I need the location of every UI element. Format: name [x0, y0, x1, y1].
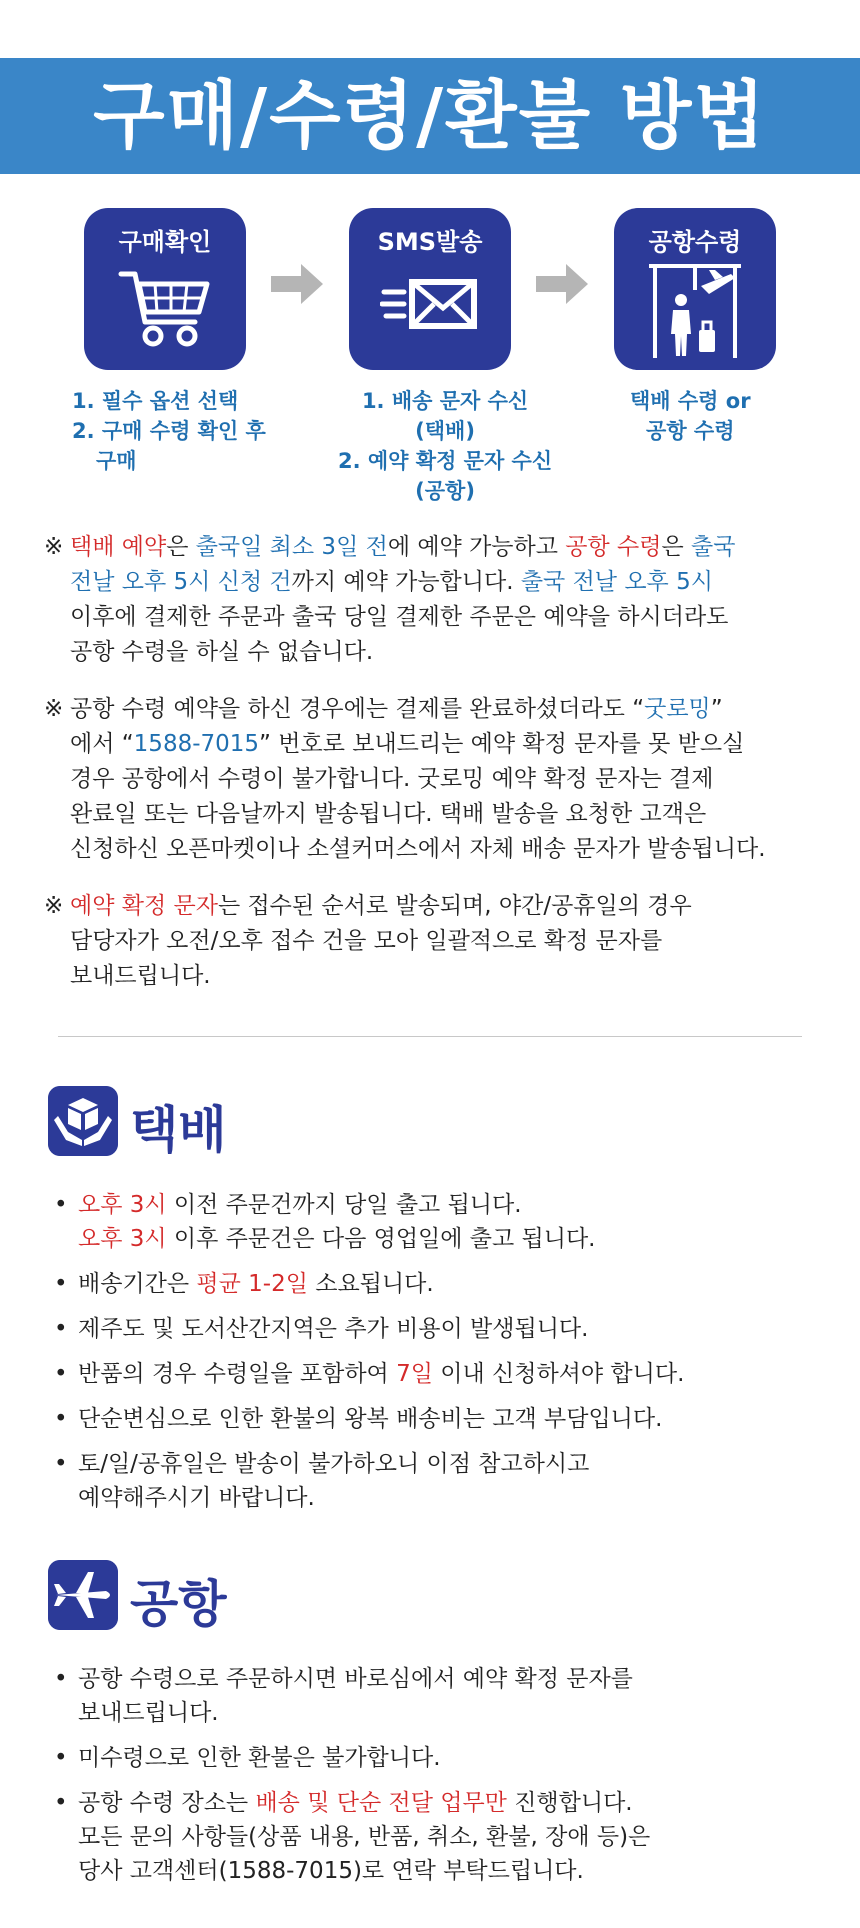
text-segment: ” [710, 696, 723, 722]
text-segment: 보내드립니다. [78, 1700, 219, 1726]
airport-title: 공항 [130, 1575, 227, 1633]
text-line [70, 924, 844, 959]
list-item [54, 1402, 844, 1436]
text-line [78, 1222, 844, 1256]
highlight-text: 오후 3시 [78, 1226, 167, 1252]
text-segment: 당사 고객센터(1588-7015)로 연락 부탁드립니다. [78, 1858, 584, 1884]
text-segment: 공항 수령으로 주문하시면 바로심에서 예약 확정 문자를 [78, 1666, 633, 1692]
text-segment: 이후 주문건은 다음 영업일에 출고 됩니다. [166, 1226, 596, 1252]
list-item [54, 1188, 844, 1256]
arrow-right-icon [271, 264, 323, 304]
text-segment: 예약해주시기 바랍니다. [78, 1485, 315, 1511]
text-segment: 이후에 결제한 주문과 출국 당일 결제한 주문은 예약을 하시더라도 [70, 604, 729, 630]
text-line [70, 635, 844, 670]
text-line [78, 1696, 844, 1730]
list-item [54, 1447, 844, 1515]
airplane-icon [48, 1560, 118, 1630]
list-item [54, 1357, 844, 1391]
highlight-text: 출국일 최소 3일 전 [195, 534, 388, 560]
note-text [44, 530, 844, 670]
text-line [70, 565, 844, 600]
text-line [78, 1357, 844, 1391]
text-line [70, 797, 844, 832]
highlight-text: 택배 예약 [70, 534, 167, 560]
text-line [70, 727, 844, 762]
caption-line: 2. 예약 확정 문자 수신 [338, 449, 553, 473]
section-divider [58, 1036, 802, 1037]
text-line [70, 530, 844, 565]
highlight-text: 평균 1-2일 [196, 1271, 308, 1297]
bullet-mark: • [54, 1406, 68, 1432]
text-segment: 배송기간은 [78, 1271, 197, 1297]
text-segment: 제주도 및 도서산간지역은 추가 비용이 발생됩니다. [78, 1316, 589, 1342]
text-line [78, 1741, 844, 1775]
text-segment: 보내드립니다. [70, 963, 211, 989]
list-item [54, 1786, 844, 1888]
bullet-mark: • [54, 1271, 68, 1297]
caption-line: 1. 필수 옵션 선택 [72, 389, 239, 413]
title-banner [0, 58, 860, 174]
highlight-text: 굿로밍 [644, 696, 711, 722]
reference-mark: ※ [44, 534, 64, 560]
shopping-cart-icon [115, 260, 215, 360]
text-line [70, 762, 844, 797]
highlight-text: 출국 [691, 534, 736, 560]
step-label: SMS발송 [377, 228, 483, 256]
highlight-text: 전날 오후 5시 신청 건 [70, 569, 292, 595]
caption-line: 구매 [96, 449, 137, 473]
text-segment: 은 [166, 534, 196, 560]
text-segment: 담당자가 오전/오후 접수 건을 모아 일괄적으로 확정 문자를 [70, 928, 663, 954]
highlight-text: 오후 3시 [78, 1192, 167, 1218]
text-segment: 이내 신청하셔야 합니다. [432, 1361, 685, 1387]
list-item [54, 1267, 844, 1301]
bullet-mark: • [54, 1745, 68, 1771]
text-segment: 에 예약 가능하고 [387, 534, 566, 560]
list-item [54, 1312, 844, 1346]
text-line [78, 1854, 844, 1888]
text-segment: 에서 “ [70, 731, 134, 757]
text-segment: 공항 수령 장소는 [78, 1790, 256, 1816]
text-line [70, 889, 844, 924]
caption-line: 공항 수령 [646, 419, 735, 443]
text-line [70, 692, 844, 727]
text-segment: 완료일 또는 다음날까지 발송됩니다. 택배 발송을 요청한 고객은 [70, 801, 707, 827]
text-segment: 는 접수된 순서로 발송되며, 야간/공휴일의 경우 [217, 893, 692, 919]
highlight-text: 공항 수령 [565, 534, 662, 560]
text-line [70, 832, 844, 867]
step-caption-sms [338, 386, 552, 506]
highlight-text: 7일 [396, 1361, 433, 1387]
delivery-list [54, 1188, 844, 1526]
step-caption-purchase [72, 386, 266, 476]
step-label: 구매확인 [118, 228, 212, 256]
text-line [78, 1267, 844, 1301]
text-segment: 은 [661, 534, 691, 560]
text-segment: 까지 예약 가능합니다. [291, 569, 521, 595]
bullet-mark: • [54, 1192, 68, 1218]
caption-line: 2. 구매 수령 확인 후 [72, 419, 266, 443]
airport-list [54, 1662, 844, 1899]
text-segment: 신청하신 오픈마켓이나 소셜커머스에서 자체 배송 문자가 발송됩니다. [70, 836, 766, 862]
airport-pickup-icon [645, 260, 745, 360]
bullet-mark: • [54, 1451, 68, 1477]
highlight-text: 1588-7015 [133, 731, 260, 757]
text-segment: 반품의 경우 수령일을 포함하여 [78, 1361, 397, 1387]
bullet-mark: • [54, 1666, 68, 1692]
step-label: 공항수령 [648, 228, 742, 256]
text-line [78, 1481, 844, 1515]
hands-box-icon [48, 1086, 118, 1156]
bullet-mark: • [54, 1361, 68, 1387]
reference-mark: ※ [44, 696, 64, 722]
note-text [44, 889, 844, 994]
note-paragraph [44, 692, 844, 867]
list-item [54, 1662, 844, 1730]
highlight-text: 출국 전날 오후 5시 [520, 569, 713, 595]
text-segment: 이전 주문건까지 당일 출고 됩니다. [166, 1192, 522, 1218]
reference-mark: ※ [44, 893, 64, 919]
bullet-mark: • [54, 1316, 68, 1342]
page-title: 구매/수령/환불 방법 [93, 73, 767, 159]
caption-line: 1. 배송 문자 수신 [361, 389, 529, 413]
list-item [54, 1741, 844, 1775]
text-line [78, 1188, 844, 1222]
notes-section [44, 530, 844, 1016]
text-line [78, 1447, 844, 1481]
highlight-text: 예약 확정 문자 [70, 893, 218, 919]
text-line [70, 600, 844, 635]
text-segment: 모든 문의 사항들(상품 내용, 반품, 취소, 환불, 장애 등)은 [78, 1824, 651, 1850]
step-airport-box [614, 208, 776, 370]
bullet-mark: • [54, 1790, 68, 1816]
delivery-title: 택배 [130, 1101, 227, 1159]
text-segment: 진행합니다. [506, 1790, 633, 1816]
text-line [70, 959, 844, 994]
highlight-text: 배송 및 단순 전달 업무만 [255, 1790, 507, 1816]
caption-line: 택배 수령 or [630, 389, 751, 413]
step-purchase-box [84, 208, 246, 370]
process-steps [0, 208, 860, 508]
text-segment: 공항 수령 예약을 하신 경우에는 결제를 완료하셨더라도 “ [70, 696, 645, 722]
envelope-icon [380, 260, 480, 360]
text-segment: 단순변심으로 인한 환불의 왕복 배송비는 고객 부담입니다. [78, 1406, 663, 1432]
text-segment: 경우 공항에서 수령이 불가합니다. 굿로밍 예약 확정 문자는 결제 [70, 766, 714, 792]
text-line [78, 1786, 844, 1820]
caption-line: (택배) [415, 419, 475, 443]
text-line [78, 1402, 844, 1436]
text-segment: ” 번호로 보내드리는 예약 확정 문자를 못 받으실 [259, 731, 745, 757]
text-segment: 공항 수령을 하실 수 없습니다. [70, 639, 374, 665]
arrow-right-icon [536, 264, 588, 304]
step-caption-airport [630, 386, 751, 446]
text-segment: 미수령으로 인한 환불은 불가합니다. [78, 1745, 441, 1771]
text-line [78, 1662, 844, 1696]
text-line [78, 1820, 844, 1854]
text-segment: 토/일/공휴일은 발송이 불가하오니 이점 참고하시고 [78, 1451, 590, 1477]
text-line [78, 1312, 844, 1346]
caption-line: (공항) [415, 479, 475, 503]
note-text [44, 692, 844, 867]
text-segment: 소요됩니다. [307, 1271, 434, 1297]
step-sms-box [349, 208, 511, 370]
note-paragraph [44, 889, 844, 994]
note-paragraph [44, 530, 844, 670]
